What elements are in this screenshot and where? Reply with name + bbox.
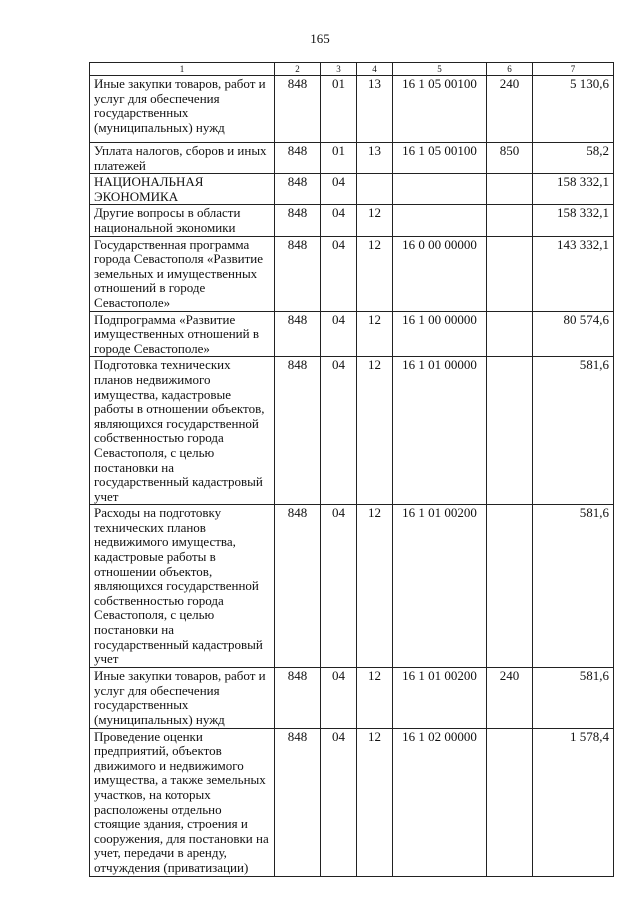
row-cell: [357, 174, 393, 205]
row-cell: 848: [275, 668, 321, 728]
row-amount: 581,6: [533, 357, 614, 505]
row-cell: 13: [357, 143, 393, 174]
row-amount: 158 332,1: [533, 205, 614, 236]
row-cell: 240: [487, 668, 533, 728]
row-cell: 04: [321, 505, 357, 668]
table-header-row: [90, 63, 614, 76]
row-name: Другие вопросы в области национальной экономики: [90, 205, 275, 236]
row-cell: 13: [357, 76, 393, 143]
row-name: Подготовка технических планов недвижимого имущества, кадастровые работы в отношении объектов, являющихся государственной собственностью города Севастополя, с целью постановки на государственный кадастровый учет: [90, 357, 275, 505]
row-amount: 1 578,4: [533, 728, 614, 876]
row-cell: 848: [275, 311, 321, 357]
row-cell: 240: [487, 76, 533, 143]
table-row: [90, 505, 614, 668]
row-cell: [487, 205, 533, 236]
row-cell: 848: [275, 174, 321, 205]
row-cell: 12: [357, 236, 393, 311]
table-row: [90, 205, 614, 236]
row-cell: 04: [321, 357, 357, 505]
row-cell: 04: [321, 236, 357, 311]
row-cell: 16 1 02 00000: [393, 728, 487, 876]
row-cell: 12: [357, 311, 393, 357]
row-name: Расходы на подготовку технических планов недвижимого имущества, кадастровые работы в отношении объектов, являющихся государственной собственностью города Севастополя, с целью постановки на государственный кадастровый учет: [90, 505, 275, 668]
table-row: [90, 668, 614, 728]
column-header: 4: [357, 63, 393, 76]
row-amount: 158 332,1: [533, 174, 614, 205]
table-row: [90, 174, 614, 205]
row-name: Уплата налогов, сборов и иных платежей: [90, 143, 275, 174]
row-cell: 12: [357, 505, 393, 668]
row-cell: 12: [357, 205, 393, 236]
table-row: [90, 311, 614, 357]
row-cell: [393, 205, 487, 236]
table-row: [90, 76, 614, 143]
row-cell: 16 1 00 00000: [393, 311, 487, 357]
row-cell: 16 1 05 00100: [393, 76, 487, 143]
row-cell: [487, 728, 533, 876]
row-cell: 848: [275, 505, 321, 668]
page-number: 165: [310, 31, 330, 46]
row-cell: [487, 505, 533, 668]
table-row: [90, 143, 614, 174]
row-cell: 04: [321, 174, 357, 205]
column-header: 3: [321, 63, 357, 76]
column-header: 2: [275, 63, 321, 76]
row-amount: 581,6: [533, 668, 614, 728]
row-cell: 848: [275, 357, 321, 505]
column-header: 6: [487, 63, 533, 76]
row-name: НАЦИОНАЛЬНАЯ ЭКОНОМИКА: [90, 174, 275, 205]
row-cell: 04: [321, 668, 357, 728]
row-cell: 16 1 01 00000: [393, 357, 487, 505]
row-cell: 16 1 05 00100: [393, 143, 487, 174]
row-cell: 01: [321, 76, 357, 143]
row-cell: 12: [357, 357, 393, 505]
row-cell: 04: [321, 205, 357, 236]
row-cell: 16 1 01 00200: [393, 505, 487, 668]
row-cell: 848: [275, 236, 321, 311]
column-header: 5: [393, 63, 487, 76]
row-name: Иные закупки товаров, работ и услуг для обеспечения государственных (муниципальных) нужд: [90, 76, 275, 143]
row-cell: 850: [487, 143, 533, 174]
row-cell: 16 1 01 00200: [393, 668, 487, 728]
row-name: Подпрограмма «Развитие имущественных отношений в городе Севастополе»: [90, 311, 275, 357]
row-name: Государственная программа города Севастополя «Развитие земельных и имущественных отношений в городе Севастополе»: [90, 236, 275, 311]
row-cell: [487, 236, 533, 311]
row-name: Проведение оценки предприятий, объектов движимого и недвижимого имущества, а также земельных участков, на которых расположены отдельно стоящие здания, строения и сооружения, для постановки на учет, передачи в аренду, отчуждения (приватизации): [90, 728, 275, 876]
row-cell: [487, 357, 533, 505]
row-cell: [487, 311, 533, 357]
row-cell: 04: [321, 728, 357, 876]
row-name: Иные закупки товаров, работ и услуг для обеспечения государственных (муниципальных) нужд: [90, 668, 275, 728]
row-cell: 848: [275, 143, 321, 174]
row-cell: [393, 174, 487, 205]
row-cell: 848: [275, 728, 321, 876]
row-cell: 16 0 00 00000: [393, 236, 487, 311]
row-amount: 143 332,1: [533, 236, 614, 311]
column-header: 7: [533, 63, 614, 76]
row-amount: 58,2: [533, 143, 614, 174]
row-cell: 12: [357, 728, 393, 876]
row-amount: 5 130,6: [533, 76, 614, 143]
row-cell: [487, 174, 533, 205]
row-cell: 04: [321, 311, 357, 357]
row-amount: 80 574,6: [533, 311, 614, 357]
row-amount: 581,6: [533, 505, 614, 668]
row-cell: 12: [357, 668, 393, 728]
column-header: 1: [90, 63, 275, 76]
table-row: [90, 357, 614, 505]
row-cell: 848: [275, 76, 321, 143]
row-cell: 01: [321, 143, 357, 174]
row-cell: 848: [275, 205, 321, 236]
table-row: [90, 728, 614, 876]
table-row: [90, 236, 614, 311]
budget-table: [89, 62, 614, 877]
